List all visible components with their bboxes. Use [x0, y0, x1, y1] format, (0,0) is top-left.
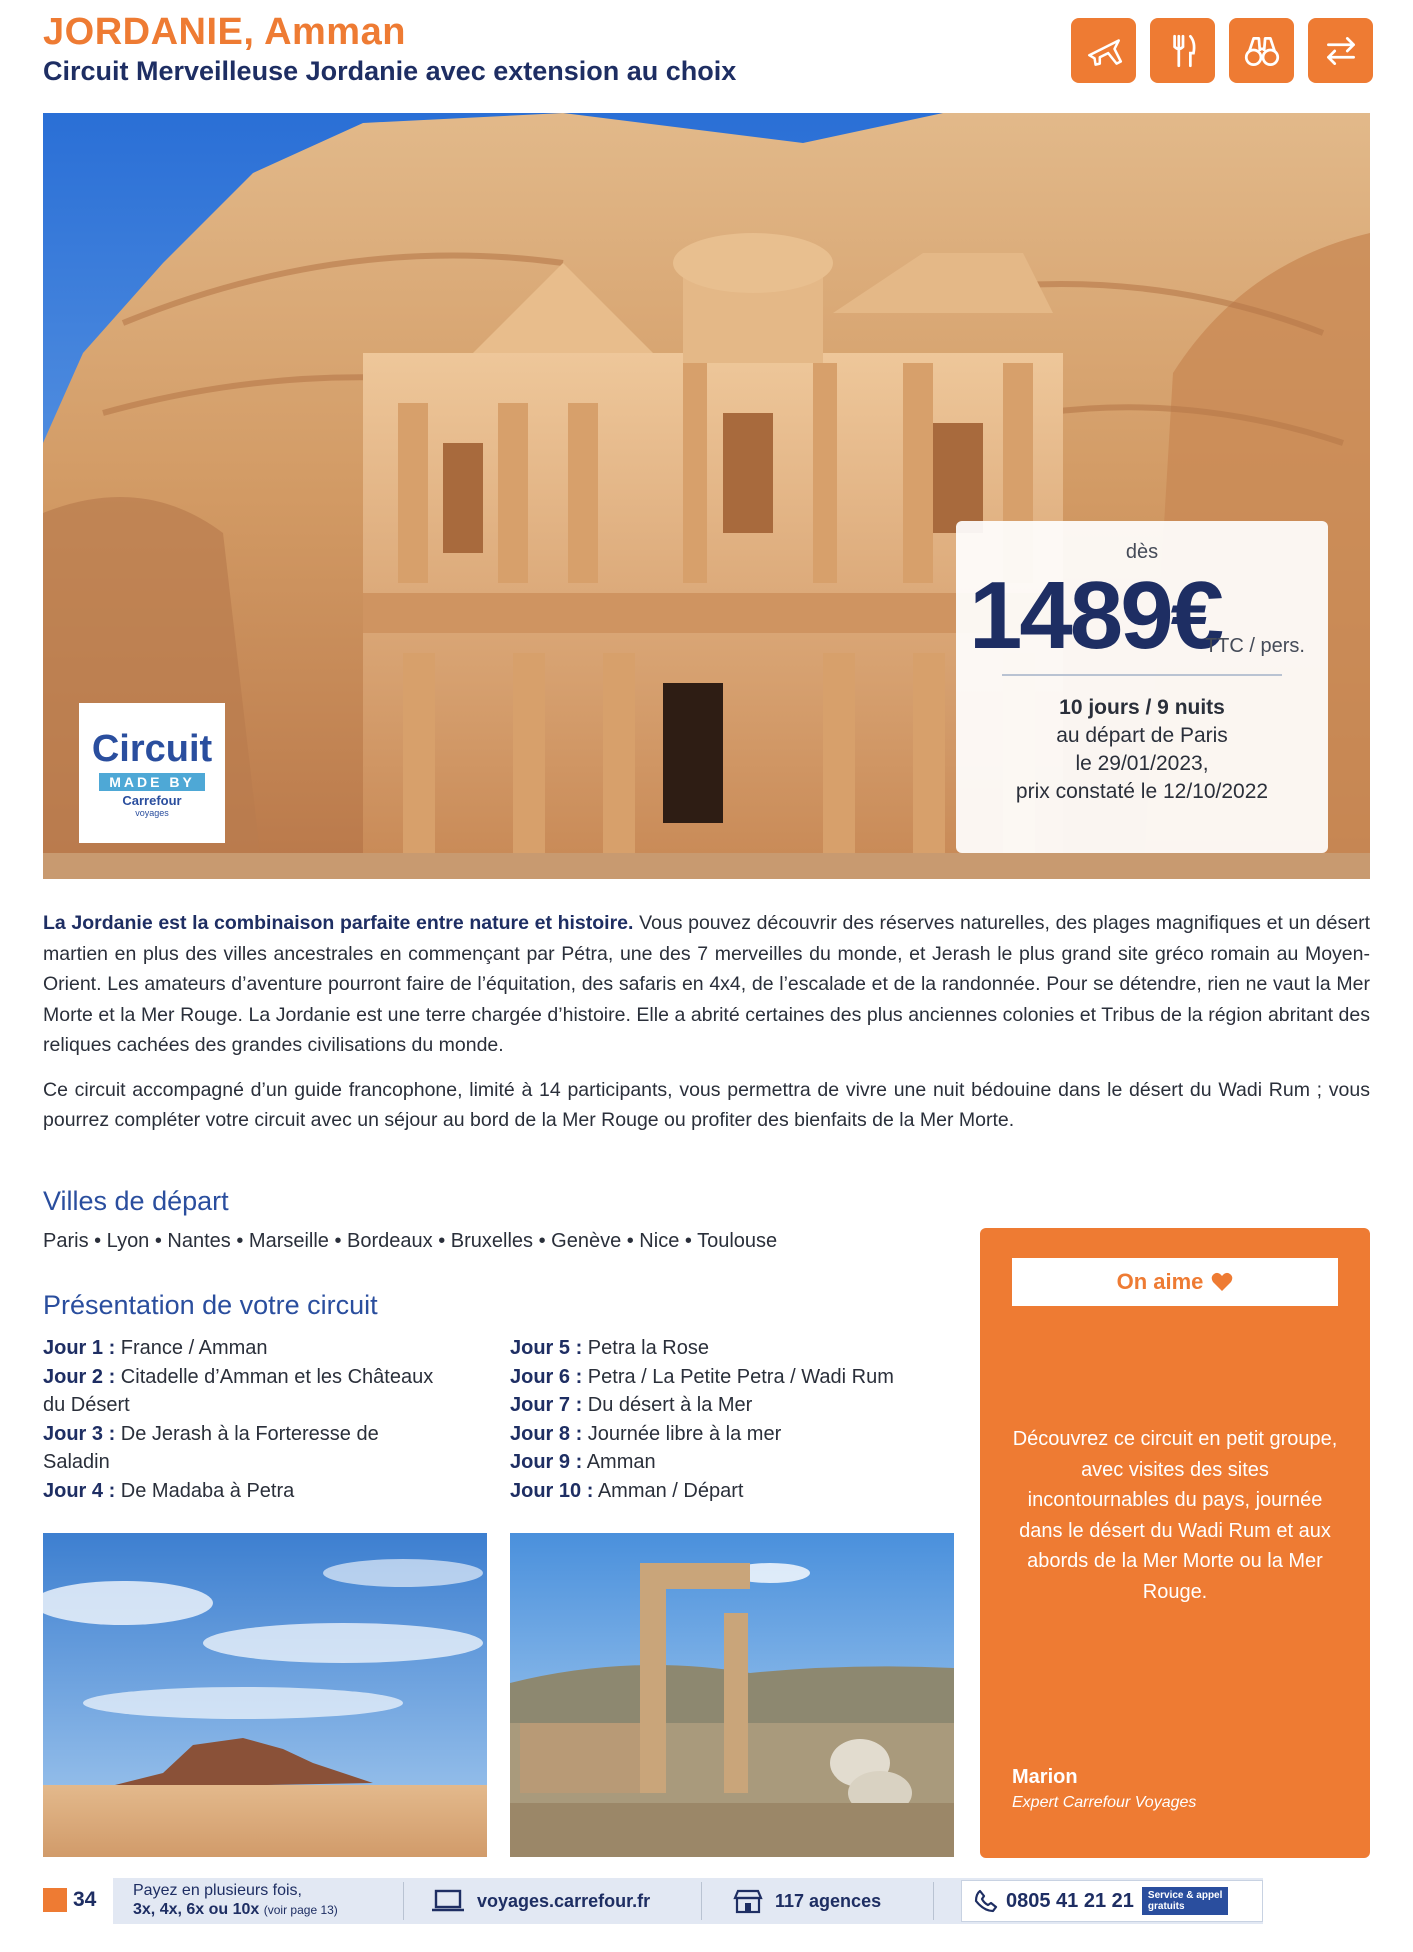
departure-cities: Paris • Lyon • Nantes • Marseille • Bordeaux • Bruxelles • Genève • Nice • Toulouse: [43, 1230, 778, 1252]
departures-heading: Villes de départ: [43, 1186, 229, 1216]
price-observed: prix constaté le 12/10/2022: [1015, 780, 1269, 803]
itinerary-heading: Présentation de votre circuit: [43, 1290, 378, 1320]
itinerary-day: [43, 1477, 443, 1506]
payment-info: [133, 1881, 338, 1920]
itinerary-day: [510, 1363, 970, 1392]
day-text: Du désert à la Mer: [582, 1394, 753, 1416]
heart-icon: [1211, 1272, 1233, 1292]
day-text: Citadelle d’Amman et les Châteaux du Désert: [43, 1365, 434, 1416]
itinerary-column-2: [510, 1334, 970, 1505]
day-text: Petra la Rose: [582, 1337, 709, 1359]
cutlery-icon: [1150, 18, 1215, 83]
day-label: Jour 1 :: [43, 1337, 116, 1359]
phone-tag-line-1: Service & appel: [1147, 1890, 1223, 1901]
payment-line-1: Payez en plusieurs fois,: [133, 1882, 302, 1899]
itinerary-day: [510, 1448, 970, 1477]
day-text: Amman / Départ: [593, 1479, 744, 1502]
agencies-text: 117 agences: [775, 1890, 882, 1911]
feature-icons: [1071, 18, 1373, 83]
itinerary-day: [510, 1420, 970, 1449]
day-text: De Madaba à Petra: [115, 1479, 295, 1502]
day-text: De Jerash à la Forteresse de Saladin: [43, 1422, 379, 1473]
phone-number: 0805 41 21 21: [1006, 1889, 1134, 1912]
day-label: Jour 4 :: [43, 1479, 116, 1502]
badge-sub: voyages: [135, 807, 169, 818]
day-label: Jour 10 :: [510, 1479, 594, 1502]
intro-paragraph-2: Ce circuit accompagné d’un guide francophone, limité à 14 participants, vous permettra de vivre une nuit bédouine dans le désert du Wadi Rum ; vous pourrez compléter votre circuit avec un séjour au bord de la Mer Rouge ou profiter des bienfaits de la Mer Morte.: [43, 1078, 1370, 1131]
itinerary-day: [510, 1477, 970, 1506]
laptop-icon: [431, 1888, 465, 1914]
price-duration: 10 jours / 9 nuits: [1059, 696, 1225, 719]
day-label: Jour 5 :: [510, 1337, 583, 1359]
badge-brand: Carrefour: [122, 792, 182, 808]
phone-tag-line-2: gratuits: [1147, 1901, 1185, 1912]
badge-made-by: MADE BY: [99, 773, 205, 791]
day-text: France / Amman: [115, 1337, 268, 1359]
itinerary-day: [43, 1334, 443, 1363]
day-label: Jour 7 :: [510, 1394, 583, 1416]
intro-body: Vous pouvez découvrir des réserves naturelles, des plages magnifiques et un désert martien en plus des villes ancestrales en commençant par Pétra, une des 7 merveilles du monde, et Jerash le plus grand site gréco romain au Moyen-Orient. Les amateurs d’aventure pourront faire de l’équitation, des safaris en 4x4, de l’escalade et de la randonnée. Pour se détendre, rien ne vaut la Mer Morte et la Mer Rouge. La Jordanie est une terre chargée d’histoire. Elle a abrité certaines des plus anciennes colonies et Tribus de la région abritant des reliques cachées des grandes civilisations du monde.: [43, 912, 1370, 1056]
payment-note: (voir page 13): [263, 1903, 338, 1917]
phone-icon: [974, 1889, 998, 1913]
binoculars-icon: [1229, 18, 1294, 83]
page-number: 34: [73, 1888, 97, 1911]
website-text: voyages.carrefour.fr: [477, 1890, 651, 1911]
itinerary-day: [43, 1420, 443, 1477]
footer-separator: [701, 1882, 702, 1920]
itinerary-day: [510, 1391, 970, 1420]
day-label: Jour 2 :: [43, 1365, 116, 1388]
photo-wadi-rum-desert: [43, 1533, 487, 1857]
plane-icon: [1071, 18, 1136, 83]
price-unit: TTC / pers.: [1204, 635, 1305, 657]
day-text: Petra / La Petite Petra / Wadi Rum: [582, 1365, 894, 1388]
itinerary-day: [43, 1363, 443, 1420]
footer-separator: [403, 1882, 404, 1920]
badge-word: Circuit: [91, 727, 213, 770]
intro-paragraph-1: [43, 908, 1370, 1061]
day-label: Jour 6 :: [510, 1365, 583, 1388]
expert-role: Expert Carrefour Voyages: [1012, 1794, 1197, 1811]
day-text: Amman: [582, 1451, 656, 1473]
price-from: dès: [1125, 541, 1159, 563]
phone-contact[interactable]: [961, 1880, 1263, 1922]
itinerary-column-1: [43, 1334, 443, 1505]
page-header: [43, 10, 1373, 100]
price-divider: [1002, 674, 1282, 676]
payment-line-2: [133, 1900, 338, 1920]
on-aime-text: Découvrez ce circuit en petit groupe, avec visites des sites incontournables du pays, journée dans le désert du Wadi Rum et aux abords de la Mer Morte ou la Mer Rouge.: [1012, 1428, 1338, 1603]
on-aime-panel: [980, 1228, 1370, 1858]
website-link[interactable]: [431, 1878, 650, 1924]
page-subtitle: Circuit Merveilleuse Jordanie avec extension au choix: [43, 56, 737, 86]
hero-photo-petra: [43, 113, 1370, 879]
day-label: Jour 3 :: [43, 1422, 116, 1445]
agencies-info: [733, 1878, 881, 1924]
day-text: Journée libre à la mer: [582, 1422, 782, 1445]
price-departure: au départ de Paris: [1056, 724, 1228, 747]
page-title: JORDANIE, Amman: [43, 11, 406, 53]
on-aime-label: On aime: [1116, 1269, 1204, 1294]
day-label: Jour 8 :: [510, 1422, 583, 1445]
on-aime-tag: [1012, 1258, 1338, 1306]
price-box: [956, 521, 1328, 853]
transfer-icon: [1308, 18, 1373, 83]
day-label: Jour 9 :: [510, 1451, 583, 1473]
phone-free-tag: [1142, 1887, 1228, 1915]
expert-name: Marion: [1012, 1766, 1078, 1788]
page-footer: [43, 1878, 1370, 1924]
price-date: le 29/01/2023,: [1075, 752, 1209, 775]
footer-separator: [933, 1882, 934, 1920]
photo-amman-citadel: [510, 1533, 954, 1857]
circuit-badge-logo: [79, 703, 225, 843]
payment-options: 3x, 4x, 6x ou 10x: [133, 1901, 260, 1918]
itinerary-day: [510, 1334, 970, 1363]
page-marker: [43, 1888, 67, 1912]
intro-lead: La Jordanie est la combinaison parfaite entre nature et histoire.: [43, 912, 634, 934]
price-amount: 1489€: [969, 562, 1221, 669]
shop-icon: [733, 1888, 763, 1914]
intro-text: [43, 908, 1370, 1136]
price-row: [956, 562, 1328, 669]
